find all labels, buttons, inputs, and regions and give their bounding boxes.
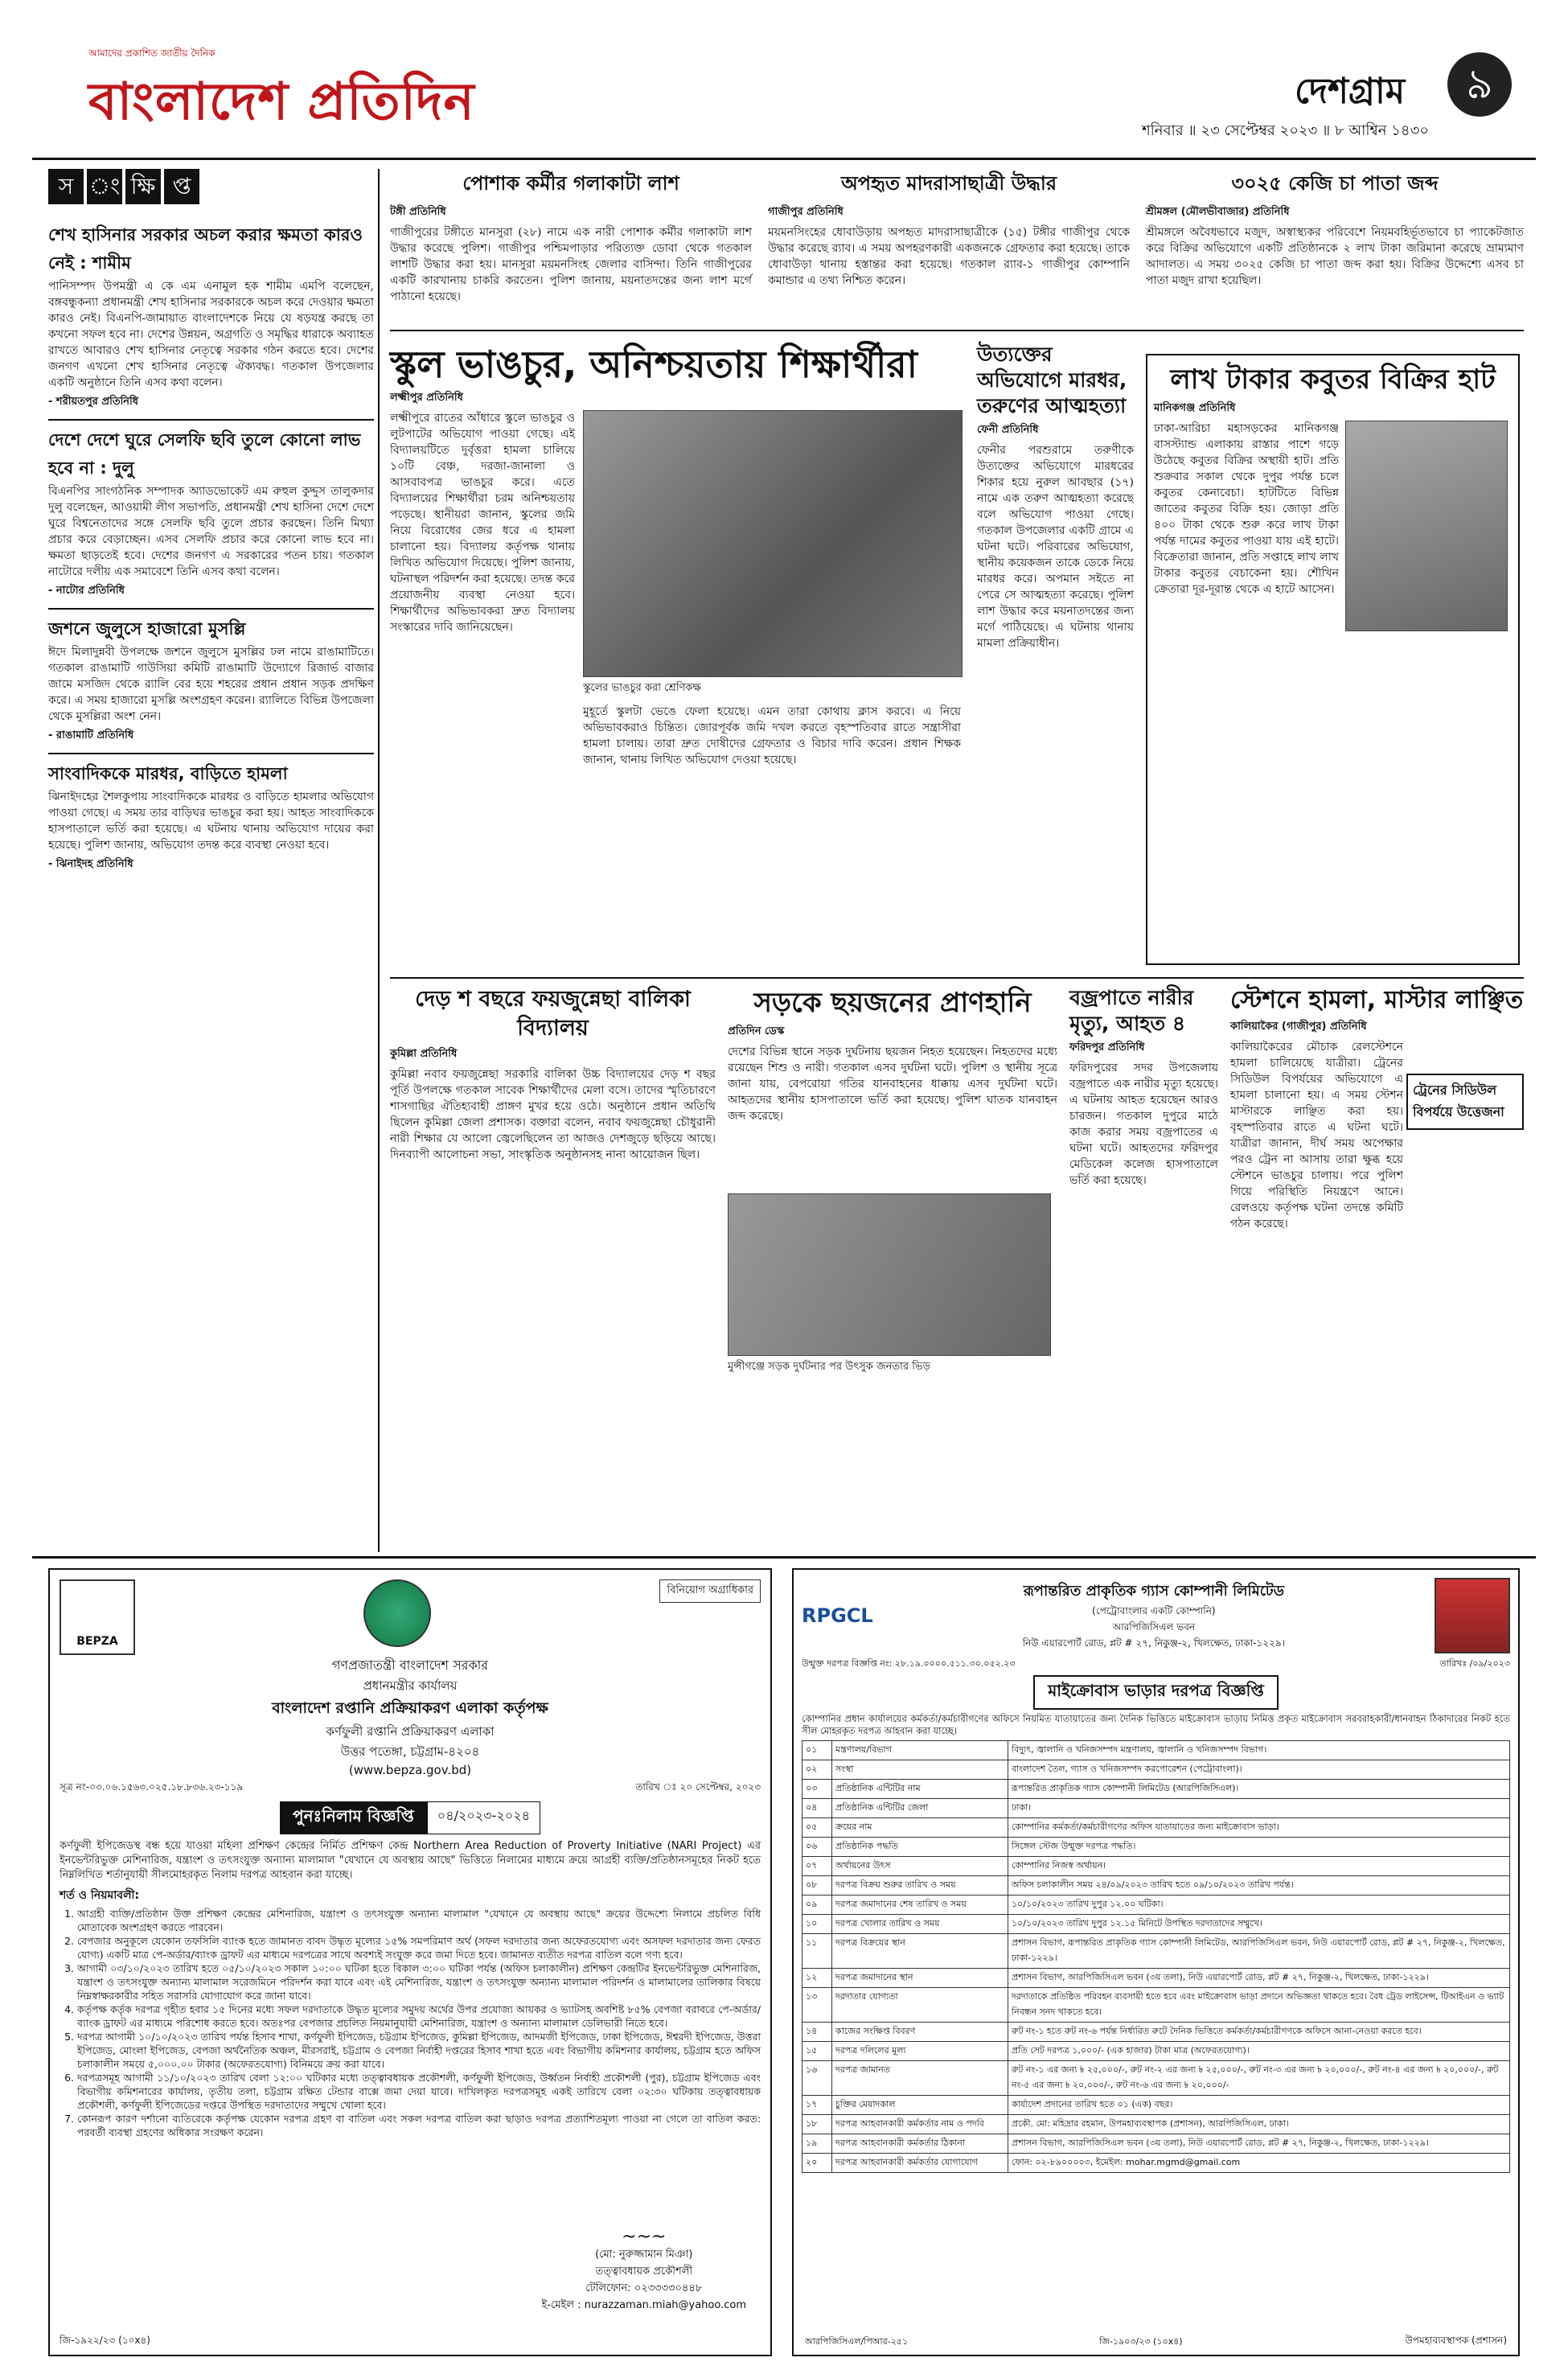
tender-serial: ০২	[802, 1760, 832, 1780]
tender-row	[802, 1896, 1510, 1915]
tender-field: দরপত্র খোলার তারিখ ও সময়	[832, 1915, 1008, 1934]
brief-label-char: প্ত	[164, 169, 199, 204]
newspaper-logo: বাংলাদেশ প্রতিদিন	[88, 72, 475, 132]
ad-website: (www.bepza.gov.bd)	[348, 1763, 472, 1777]
ad-phone: টেলিফোন: ০২৩৩৩৩০৪৪৮	[585, 2282, 703, 2294]
brief-title: সাংবাদিককে মারধর, বাড়িতে হামলা	[48, 764, 288, 783]
ad-sign-title: উপমহাব্যবস্থাপক (প্রশাসন)	[1405, 2335, 1507, 2346]
ad-unit: কর্ণফুলী রপ্তানি প্রক্রিয়াকরণ এলাকা	[326, 1724, 495, 1739]
story-suicide	[977, 342, 1134, 969]
ads-rule	[32, 1556, 1536, 1559]
ad-term: 1. আগ্রহী ব্যক্তি/প্রতিষ্ঠান উক্ত প্রশিক্ষণ কেন্দ্রের মেশিনারিজ, যন্ত্রাংশ ও তৎসংযুক্ত অন্যান্য মালামাল "যেখানে যে অবস্থায় আছে" ক্রয়ের উদ্দেশ্যে নিলামে প্রচলিত বিধি মোতাবেক অংশগ্রহণ করতে পারবেন।	[77, 1907, 761, 1934]
lead-photo-caption: স্কুলের ভাঙচুর করা শ্রেণিকক্ষ	[583, 682, 701, 694]
story-headline: লাখ টাকার কবুতর বিক্রির হাট	[1170, 363, 1496, 396]
tender-field: দরপত্র বিক্রয় শুরুর তারিখ ও সময়	[832, 1876, 1008, 1896]
ad-term: 5. দরপত্র আগামী ১০/১০/২০২৩ তারিখ পর্যন্ত হিসাব শাখা, কর্ণফুলী ইপিজেড, চট্টগ্রাম ইপিজেড, কুমিল্লা ইপিজেড, আদমজী ইপিজেড, ঢাকা ইপিজেড, ঈশ্বরদী ইপিজেড, উত্তরা ইপিজেড, মোংলা ইপিজেড, বেপজা অর্থনৈতিক অঞ্চল, মীরসরাই, চট্টগ্রাম ও বেপজা নির্বাহী দপ্তরের হিসাব শাখা হতে এবং বিভাগীয় কমিশনার কার্যালয়, চট্টগ্রাম হতে অফিস চলাকালীন সময়ে ৫,০০০.০০ টাকার (অফেরতযোগ্য) বিনিময়ে ক্রয় করা যাবে।	[77, 2030, 761, 2071]
story-byline: কালিয়াকৈর (গাজীপুর) প্রতিনিধি	[1230, 1021, 1367, 1033]
tender-row	[802, 2042, 1510, 2061]
tender-value: বিদ্যুৎ, জ্বালানি ও খনিজসম্পদ মন্ত্রণালয়, জ্বালানি ও খনিজসম্পদ বিভাগ।	[1008, 1741, 1510, 1760]
tender-field: দরপত্র বিক্রয়ের স্থান	[832, 1934, 1008, 1969]
tender-field: ক্রয়ের নাম	[832, 1818, 1008, 1838]
tender-value: দরদাতাকে প্রতিষ্ঠিত পরিবহন ব্যবসায়ী হতে হবে এবং মাইক্রোবাস ভাড়া প্রদানে অভিজ্ঞতা থাকতে হবে। বৈধ ট্রেড লাইসেন্স, টিআইএন ও ভ্যাট নিবন্ধন সনদ থাকতে হবে।	[1008, 1988, 1510, 2023]
tender-row	[802, 1799, 1510, 1818]
tender-serial: ১২	[802, 1969, 832, 1988]
tender-row	[802, 1934, 1510, 1969]
tender-table	[802, 1740, 1510, 2173]
tender-serial: ১৩	[802, 1988, 832, 2023]
tender-row	[802, 1838, 1510, 1857]
story-headline: বজ্রপাতে নারীর মৃত্যু, আহত ৪	[1069, 986, 1194, 1035]
tender-value: রুট নং-১ এর জন্য ৳ ২৫,০০০/-, রুট নং-২ এর জন্য ৳ ২৫,০০০/-, রুট নং-৩ এর জন্য ৳ ২০,০০০/-, রুট নং-৪ এর জন্য ৳ ২০,০০০/-, রুট নং-৫ এর জন্য ৳ ২০,০০০/-, রুট নং-৬ এর জন্য ৳ ২০,০০০/-	[1008, 2061, 1510, 2096]
ad-tag: বিনিয়োগ অগ্রাধিকার	[659, 1579, 761, 1603]
story-road-deaths	[728, 985, 1057, 1548]
ad-date: তারিখ ঃ ২০ সেপ্টেম্বর, ২০২৩	[635, 1781, 761, 1793]
tender-field: প্রতিষ্ঠানিক এন্টিটির জেলা	[832, 1799, 1008, 1818]
tender-row	[802, 1857, 1510, 1876]
tender-field: দরপত্র জমাদানের স্থান	[832, 1969, 1008, 1988]
tender-row	[802, 1780, 1510, 1799]
tender-value: প্রশাসন বিভাগ, আরপিজিসিএল ভবন (৩য় তলা), নিউ এয়ারপোর্ট রোড, প্লট # ২৭, নিকুঞ্জ-২, খিলক্ষেত, ঢাকা-১২২৯।	[1008, 1969, 1510, 1988]
story-body: ফরিদপুরের সদর উপজেলায় বজ্রপাতে এক নারীর মৃত্যু হয়েছে। এ ঘটনায় আহত হয়েছেন আরও চারজন। গতকাল দুপুরে মাঠে কাজ করার সময় বজ্রপাতের এ ঘটনা ঘটে। আহতদের ফরিদপুর মেডিকেল কলেজ হাসপাতালে ভর্তি করা হয়েছে।	[1069, 1062, 1218, 1187]
portrait-icon	[1435, 1578, 1510, 1653]
story-headline: পোশাক কর্মীর গলাকাটা লাশ	[462, 172, 679, 195]
tender-field: মন্ত্রণালয়/বিভাগ	[832, 1741, 1008, 1760]
tender-value: কোম্পানির নিজস্ব অর্থায়ন।	[1008, 1857, 1510, 1876]
tender-field: দরপত্র জমাদানের শেষ তারিখ ও সময়	[832, 1896, 1008, 1915]
ad-intro: কোম্পানির প্রধান কার্যালয়ের কর্মকর্তা/কর্মচারীগণের অফিসে নিয়মিত যাতায়াতের জন্য দৈনিক ভিত্তিতে মাইক্রোবাস ভাড়ায় নিমিত্ত প্রকৃত মাইক্রোবাস সরবরাহকারী/ধানবাহন ঠিকাদারের নিকট হতে সীল মোহরকৃত দরপত্র আহবান করা যাচ্ছে।	[802, 1713, 1510, 1736]
ad-address: নিউ এয়ারপোর্ট রোড, প্লট # ২৭, নিকুঞ্জ-২, খিলক্ষেত, ঢাকা-১২২৯।	[1022, 1637, 1285, 1649]
ad-signature-block	[542, 2227, 746, 2314]
tender-serial: ০৩	[802, 1780, 832, 1799]
brief-item	[48, 608, 374, 745]
tender-row	[802, 1969, 1510, 1988]
brief-title: দেশে দেশে ঘুরে সেলফি ছবি তুলে কোনো লাভ হবে না : দুলু	[48, 430, 361, 478]
story-byline: গাজীপুর প্রতিনিধি	[768, 206, 844, 218]
tender-serial: ০৪	[802, 1799, 832, 1818]
ad-sign-title: তত্ত্বাবধায়ক প্রকৌশলী	[595, 2265, 693, 2277]
bepza-ad	[48, 1568, 772, 2356]
story-station-attack	[1230, 985, 1524, 1548]
section-rule	[390, 330, 1524, 331]
brief-body: পানিসম্পদ উপমন্ত্রী এ কে এম এনামুল হক শামীম এমপি বলেছেন, বঙ্গবন্ধুকন্যা প্রধানমন্ত্রী শেখ হাসিনার সরকারকে অচল করে দেওয়ার ক্ষমতা কারও নেই। বিএনপি-জামায়াত বাংলাদেশকে নিয়ে যে ষড়যন্ত্র করছে তা কখনো সফল হবে না। দেশের উন্নয়ন, অগ্রগতি ও সমৃদ্ধির ধারাকে অব্যাহত রাখতে আবারও শেখ হাসিনার নেতৃত্বে সরকার গঠন করতে হবে। দেশের জনগণ এখনো শেখ হাসিনার নেতৃত্বে ঐক্যবদ্ধ। গতকাল উপজেলার একটি অনুষ্ঠানে তিনি এসব কথা বলেন।	[48, 280, 374, 389]
tender-row	[802, 1915, 1510, 1934]
lead-headline: স্কুল ভাঙচুর, অনিশ্চয়তায় শিক্ষার্থীরা	[390, 343, 917, 386]
ad-term: 2. বেপজার অনুকূলে যেকোন তফসিলি ব্যাংক হতে জামানত বাবদ উদ্ধৃত মূল্যের ১৫% সমপরিমাণ অর্থ (সফল দরদাতার জন্য অফেরতযোগ্য এবং অসফল দরদাতার জন্য ফেরত যোগ্য) একটি মাত্র পে-অর্ডার/ব্যাংক ড্রাফট এর মাধ্যমে দরপত্রের সাথে অবশ্যই সংযুক্ত করে জমা দিতে হবে। জামানত ব্যতীত দরপত্র বাতিল বলে গণ্য হবে।	[77, 1934, 761, 1961]
ad-ref: সূত্র নং-০৩.০৬.১৫৬৩.০২৫.১৮.৮৩৬.২৩-১১৯	[60, 1781, 244, 1793]
tender-field: দরদাতার যোগ্যতা	[832, 1988, 1008, 2023]
ad-terms-list	[60, 1907, 761, 2139]
tender-value: ঢাকা।	[1008, 1799, 1510, 1818]
ad-gov: গণপ্রজাতন্ত্রী বাংলাদেশ সরকার	[331, 1657, 489, 1673]
ad-code-left: আরপিজিসিএল/পিআর-২৫১	[805, 2336, 909, 2347]
tender-field: দরপত্র আহবানকারী কর্মকর্তার নাম ও পদবি	[832, 2115, 1008, 2134]
tender-row	[802, 2154, 1510, 2173]
story-body: কালিয়াকৈরের মৌচাক রেলস্টেশনে হামলা চালিয়েছে যাত্রীরা। ট্রেনের সিডিউল বিপর্যয়ের অভিযোগে এ হামলা চালানো হয়। এ সময় স্টেশন মাস্টারকে লাঞ্ছিত করা হয়। বৃহস্পতিবার রাতে এ ঘটনা ঘটে। যাত্রীরা জানান, দীর্ঘ সময় অপেক্ষার পরও ট্রেন না আসায় তারা ক্ষুব্ধ হয়ে স্টেশনে ভাঙচুর চালায়। পরে পুলিশ গিয়ে পরিস্থিতি নিয়ন্ত্রণে আনে। রেলওয়ে কর্তৃপক্ষ ঘটনা তদন্তে কমিটি গঠন করেছে।	[1230, 1041, 1403, 1230]
tender-field: দরপত্র দলিলের মূল্য	[832, 2042, 1008, 2061]
story-body: গাজীপুরের টঙ্গীতে মানসুরা (২৮) নামে এক নারী পোশাক কর্মীর গলাকাটা লাশ উদ্ধার করেছে পুলিশ। গাজীপুর পশ্চিমপাড়ার পরিত্যক্ত ডোবা থেকে গতকাল লাশটি উদ্ধার করা হয়। মানসুরা ময়মনসিংহ জেলার বাসিন্দা। তিনি গাজীপুরের একটি কারখানায় চাকরি করতেন। পুলিশ জানায়, ময়নাতদন্তের জন্য লাশ মর্গে পাঠানো হয়েছে।	[390, 226, 752, 303]
ad-banner: মাইক্রোবাস ভাড়ার দরপত্র বিজ্ঞপ্তি	[1033, 1675, 1279, 1710]
brief-item	[48, 419, 374, 600]
ad-term: 4. কর্তৃপক্ষ কর্তৃক দরপত্র গৃহীত হবার ১৫ দিনের মধ্যে সফল দরদাতাকে উদ্ধৃত মূল্যের সমুদয় অর্থের উপর প্রযোজ্য আয়কর ও ভ্যাটসহ অবশিষ্ট ৮৫% বেপজা বরাবরে পে-অর্ডার/ব্যাংক ড্রাফট এর মাধ্যমে পরিশোধ করতে হবে। অতঃপর বেপজার প্রচলিত নিয়মানুযায়ী মেশিনারিজ, যন্ত্রাংশ ও অন্যান্য মালামাল ডেলিভারী নিতে হবে।	[77, 2002, 761, 2030]
story-byline: ফরিদপুর প্রতিনিধি	[1069, 1041, 1145, 1054]
ad-code: জি-১৯২২/২৩ (১০x৪)	[60, 2335, 150, 2346]
section-name: দেশগ্রাম	[1295, 71, 1406, 112]
tender-field: প্রতিষ্ঠানিক পদ্ধতি	[832, 1838, 1008, 1857]
tender-field: সংস্থা	[832, 1760, 1008, 1780]
ad-term: 7. কোনরূপ কারণ দর্শানো ব্যতিরেকে কর্তৃপক্ষ যেকোন দরপত্র গ্রহণ বা বাতিল এবং সকল দরপত্র বাতিল করা ছাড়াও দরপত্র প্রত্যাশিতমূল্য পাওয়া না গেলে তা বাতিল করত: পরবর্তী ব্যবস্থা গ্রহণের অধিকার সংরক্ষণ করেন।	[77, 2112, 761, 2139]
page-number: ৯	[1447, 52, 1512, 117]
tender-value: কোম্পানির কর্মকর্তা/কর্মচারীগণের অফিস যাতায়াতের জন্য মাইক্রোবাস ভাড়া।	[1008, 1818, 1510, 1838]
story-headline: অপহৃত মাদরাসাছাত্রী উদ্ধার	[840, 172, 1057, 195]
road-photo	[728, 1193, 1051, 1356]
tender-field: প্রতিষ্ঠানিক এন্টিটির নাম	[832, 1780, 1008, 1799]
tender-serial: ০৬	[802, 1838, 832, 1857]
brief-item	[48, 753, 374, 873]
tender-row	[802, 1760, 1510, 1780]
tender-serial: ১৫	[802, 2042, 832, 2061]
tender-row	[802, 2023, 1510, 2042]
tender-serial: ১০	[802, 1915, 832, 1934]
signature-icon: ~~~	[622, 2227, 667, 2247]
ad-org: বাংলাদেশ রপ্তানি প্রক্রিয়াকরণ এলাকা কর্তৃপক্ষ	[272, 1699, 548, 1717]
tender-row	[802, 2061, 1510, 2096]
tender-field: কাজের সংক্ষিপ্ত বিবরণ	[832, 2023, 1008, 2042]
story-body: ময়মনসিংহের ধোবাউড়ায় অপহৃত মাদরাসাছাত্রীকে (১৫) টঙ্গীর গাজীপুর থেকে উদ্ধার করেছে র‍্যাব। এ সময় অপহরণকারী একজনকে গ্রেফতার করা হয়েছে। তাকে ধোবাউড়া থানায় হস্তান্তর করা হয়েছে। গতকাল র‍্যাব-১ গাজীপুর কোম্পানি কমান্ডার এ তথ্য নিশ্চিত করেন।	[768, 226, 1130, 287]
story-body: ফেনীর পরশুরামে তরুণীকে উত্যক্তের অভিযোগে মারধরের শিকার হয়ে নুরুল আবছার (১৭) নামে এক তরুণ আত্মহত্যা করেছে বলে অভিযোগ পাওয়া গেছে। গতকাল উপজেলার একটি গ্রামে এ ঘটনা ঘটে। পরিবারের অভিযোগ, স্থানীয় কয়েকজন তাকে ডেকে নিয়ে মারধর করে। অপমান সইতে না পেরে সে আত্মহত্যা করেছে। পুলিশ লাশ উদ্ধার করে ময়নাতদন্তের জন্য মর্গে পাঠিয়েছে। এ ঘটনায় থানায় মামলা প্রক্রিয়াধীন।	[977, 444, 1134, 650]
tender-serial: ০৫	[802, 1818, 832, 1838]
ad-office: প্রধানমন্ত্রীর কার্যালয়	[363, 1678, 458, 1693]
brief-label	[48, 169, 374, 204]
tender-value: ১০/১০/২০২৩ তারিখ দুপুর ১২.০০ ঘটিকা।	[1008, 1896, 1510, 1915]
story-lightning	[1069, 985, 1218, 1548]
tender-serial: ০৭	[802, 1857, 832, 1876]
masthead-rule	[32, 158, 1536, 160]
lead-photo	[583, 410, 963, 677]
story-byline: শ্রীমঙ্গল (মৌলভীবাজার) প্রতিনিধি	[1146, 206, 1290, 218]
ad-sub1: (পেট্রোবাংলার একটি কোম্পানি)	[1092, 1604, 1216, 1616]
tender-field: চুক্তির মেয়াদকাল	[832, 2096, 1008, 2115]
lead-byline: লক্ষ্মীপুর প্রতিনিধি	[390, 392, 463, 404]
brief-byline: - ঝিনাইদহ প্রতিনিধি	[48, 858, 133, 870]
tender-value: অফিস চলাকালীন সময় ২৪/০৯/২০২৩ তারিখ হতে ০৯/১০/২০২৩ তারিখ পর্যন্ত।	[1008, 1876, 1510, 1896]
ad-term: 6. দরপত্রসমূহ আগামী ১১/১০/২০২৩ তারিখ বেলা ১২:০০ ঘটিকার মধ্যে তত্ত্বাবধায়ক প্রকৌশলী, কর্ণফুলী ইপিজেড, উর্ধ্বতন নির্বাহী প্রকৌশলী (পুর), চট্টগ্রাম ইপিজেড এবং বিভাগীয় কমিশনারের কার্যালয়, তৃতীয় তলা, চট্টগ্রাম রক্ষিত টেন্ডার বাক্সে জমা দেয়া যাবে। দাখিলকৃত দরপত্রসমূহ একই তারিখে বেলা ০২:৩০ ঘটিকায় তত্ত্বাবধায়ক প্রকৌশলী, কর্ণফুলী ইপিজেডের দপ্তরে উপস্থিত দরদাতাদের সম্মুখে খোলা হবে।	[77, 2071, 761, 2112]
rpgcl-ad	[792, 1568, 1520, 2356]
story-byline: মানিকগঞ্জ প্রতিনিধি	[1154, 402, 1236, 414]
tender-row	[802, 1988, 1510, 2023]
tender-value: বাংলাদেশ তৈল, গ্যাস ও খনিজসম্পদ করপোরেশন (পেট্রোবাংলা)।	[1008, 1760, 1510, 1780]
tender-serial: ০৮	[802, 1876, 832, 1896]
brief-title: শেখ হাসিনার সরকার অচল করার ক্ষমতা কারও নেই : শামীম	[48, 225, 363, 273]
ad-address: উত্তর পতেঙ্গা, চট্টগ্রাম-৪২০৪	[340, 1744, 480, 1759]
story-headline: দেড় শ বছরে ফয়জুন্নেছা বালিকা বিদ্যালয়	[415, 987, 691, 1041]
lead-body: লক্ষ্মীপুরে রাতের আঁধারে স্কুলে ভাঙচুর ও লুটপাটের অভিযোগ পাওয়া গেছে। এই বিদ্যালয়টিতে দুর্বৃত্তরা হামলা চালিয়ে ১০টি বেঞ্চ, দরজা-জানালা ও আসবাবপত্র ভাঙচুর করে। এতে বিদ্যালয়ের শিক্ষার্থীরা চরম অনিশ্চয়তায় পড়েছে। স্থানীয়রা জানান, স্কুলের জমি নিয়ে বিরোধের জের ধরে এ হামলা চালানো হয়। বিদ্যালয় কর্তৃপক্ষ থানায় লিখিত অভিযোগ দিয়েছে। পুলিশ জানায়, ঘটনাস্থল পরিদর্শন করা হয়েছে। তদন্ত করে প্রয়োজনীয় ব্যবস্থা নেওয়া হবে। শিক্ষার্থীদের অভিভাবকরা দ্রুত বিদ্যালয় সংস্কারের দাবি জানিয়েছেন।	[390, 412, 575, 634]
story-pigeon-market	[1146, 354, 1520, 965]
tender-field: দরপত্র আহবানকারী কর্মকর্তার যোগাযোগ	[832, 2154, 1008, 2173]
tender-serial: ১৪	[802, 2023, 832, 2042]
story-girls-school	[390, 985, 716, 1548]
tender-serial: ১৭	[802, 2096, 832, 2115]
ad-company: রূপান্তরিত প্রাকৃতিক গ্যাস কোম্পানী লিমিটেড	[1023, 1582, 1284, 1600]
story-headline: স্টেশনে হামলা, মাস্টার লাঞ্ছিত	[1230, 986, 1524, 1014]
tender-value: প্রতি সেট দরপত্র ১,০০০/- (এক হাজার) টাকা মাত্র (অফেরতযোগ্য)।	[1008, 2042, 1510, 2061]
dateline: শনিবার ॥ ২৩ সেপ্টেম্বর ২০২৩ ॥ ৮ আশ্বিন ১৪৩০	[1142, 122, 1429, 139]
brief-item	[48, 222, 374, 411]
story-byline: ফেনী প্রতিনিধি	[977, 424, 1039, 436]
brief-byline: - রাঙামাটি প্রতিনিধি	[48, 729, 134, 741]
middle-body: মুহূর্তে স্কুলটা ভেঙে ফেলা হয়েছে। এমন তারা কোথায় ক্লাস করবে। এ নিয়ে অভিভাবকরাও চিন্তিত। জোরপূর্বক জমি দখল করতে বৃহস্পতিবার রাতে সন্ত্রাসীরা হামলা চালায়। তারা দ্রুত দোষীদের গ্রেফতার ও বিচার দাবি করেন। প্রধান শিক্ষক জানান, থানায় লিখিত অভিযোগ দেওয়া হয়েছে।	[583, 705, 961, 766]
story-byline: কুমিল্লা প্রতিনিধি	[390, 1048, 458, 1060]
ad-ref: উন্মুক্ত দরপত্র বিজ্ঞপ্তি নং: ২৮.১৯.০০০০.৫১১.৩০.০৫২.২৩	[802, 1658, 1016, 1669]
tender-value: প্রশাসন বিভাগ, রূপান্তরিত প্রাকৃতিক গ্যাস কোম্পানী লিমিটেড, আরপিজিসিএল ভবন, নিউ এয়ারপোর্ট রোড, প্লট # ২৭, নিকুঞ্জ-২, খিলক্ষেত, ঢাকা-১২২৯।	[1008, 1934, 1510, 1969]
lead-story	[390, 342, 961, 969]
story-byline: টঙ্গী প্রতিনিধি	[390, 206, 446, 218]
brief-label-char: ক্ষি	[125, 169, 161, 204]
bepza-logo: BEPZA	[60, 1579, 135, 1655]
tender-serial: ১৬	[802, 2061, 832, 2096]
brief-label-char: ং	[87, 169, 122, 204]
story-abducted-student	[768, 169, 1130, 370]
tender-value: ফোন: ০২-৮৯০০০০৩, ইমেইল: mohar.mgmd@gmail.com	[1008, 2154, 1510, 2173]
story-tea-seized	[1146, 169, 1524, 370]
tender-serial: ১১	[802, 1934, 832, 1969]
ad-banner: পুনঃনিলাম বিজ্ঞপ্তি	[280, 1801, 427, 1834]
tender-value: রূপান্তরিত প্রাকৃতিক গ্যাস কোম্পানী লিমিটেড (আরপিজিসিএল)।	[1008, 1780, 1510, 1799]
tender-field: অর্থায়নের উৎস	[832, 1857, 1008, 1876]
column-divider	[378, 169, 380, 1552]
brief-column	[48, 169, 374, 1552]
ad-sign-name: (মো: নুরুজ্জামান মিঞা)	[595, 2249, 693, 2261]
masthead	[32, 32, 1536, 153]
road-photo-caption: মুন্সীগঞ্জে সড়ক দুর্ঘটনার পর উৎসুক জনতার ভিড়	[728, 1361, 930, 1373]
tender-serial: ১৮	[802, 2115, 832, 2134]
tender-value: কার্যাদেশ প্রদানের তারিখ হতে ০১ (এক) বছর।	[1008, 2096, 1510, 2115]
tender-serial: ০৯	[802, 1896, 832, 1915]
tender-value: রুট নং-১ হতে রুট নং-৬ পর্যন্ত নির্ধারিত রুটে দৈনিক ভিত্তিতে কর্মকর্তা/কর্মচারীগণকে অফিসে আনা-নেওয়া করতে হবে।	[1008, 2023, 1510, 2042]
brief-byline: - শরীয়তপুর প্রতিনিধি	[48, 396, 139, 408]
ad-terms-heading: শর্ত ও নিয়মাবলী:	[60, 1889, 140, 1902]
story-headline: উত্যক্তের অভিযোগে মারধর, তরুণের আত্মহত্যা	[977, 343, 1127, 417]
story-body: ঢাকা-আরিচা মহাসড়কের মানিকগঞ্জ বাসস্ট্যান্ড এলাকায় রাস্তার পাশে গড়ে উঠেছে কবুতর বিক্রির অস্থায়ী হাট। প্রতি শুক্রবার সকাল থেকে দুপুর পর্যন্ত চলে কবুতর কেনাবেচা। হাটটিতে বিভিন্ন জাতের কবুতর বিক্রি হয়। জোড়া প্রতি ৪০০ টাকা থেকে শুরু করে লাখ টাকা পর্যন্ত দামের কবুতর পাওয়া যায় এই হাটে। বিক্রেতারা জানান, প্রতি সপ্তাহে লাখ লাখ টাকার কবুতর বেচাকেনা হয়। শৌখিন ক্রেতারা দূর-দূরান্ত থেকে এ হাটে আসেন।	[1154, 422, 1339, 596]
story-body: কুমিল্লা নবাব ফয়জুন্নেছা সরকারি বালিকা উচ্চ বিদ্যালয়ের দেড় শ বছর পূর্তি উপলক্ষে গতকাল সাবেক শিক্ষার্থীদের মেলা বসে। তাদের স্মৃতিচারণে শাসগাছির ঐতিহ্যবাহী প্রাঙ্গণ মুখর হয়ে ওঠে। অনুষ্ঠানে প্রধান অতিথি ছিলেন কুমিল্লা জেলা প্রশাসক। বক্তারা বলেন, নবাব ফয়জুন্নেছা চৌধুরানী নারী শিক্ষার যে আলো জ্বেলেছিলেন তা আজও দেশজুড়ে ছড়িয়ে আছে। দিনব্যাপী আলোচনা সভা, সাংস্কৃতিক অনুষ্ঠানসহ নানা আয়োজন ছিল।	[390, 1068, 716, 1161]
ad-intro: কর্ণফুলী ইপিজেডস্থ বন্ধ হয়ে যাওয়া মহিলা প্রশিক্ষণ কেন্দ্রের নির্মিত প্রশিক্ষণ কেন্দ্র Northern Area Reduction of Proverty Initiative (NARI Project) এর ইনভেন্টরিভুক্ত মেশিনারিজ, যন্ত্রাংশ ও তৎসংযুক্ত অন্যান্য মালামাল "যেখানে যে অবস্থায় আছে" ভিত্তিতে নিলামের মাধ্যমে ক্রয়ে আগ্রহী ব্যক্তি/প্রতিষ্ঠানসমূহের নিকট হতে নিম্নলিখিত শর্তানুযায়ী সীলমোহরকৃত নিলাম দরপত্র আহবান করা যাচ্ছে।	[60, 1840, 761, 1881]
story-body: শ্রীমঙ্গলে অবৈধভাবে মজুদ, অস্বাস্থ্যকর পরিবেশে নিয়মবহির্ভূতভাবে চা প্যাকেটজাত করে বিক্রির অভিযোগে একটি প্রতিষ্ঠানকে ২ লাখ টাকা জরিমানা করেছে ভ্রাম্যমাণ আদালত। এ সময় ৩০২৫ কেজি চা পাতা জব্দ করা হয়। বিক্রির উদ্দেশ্যে এসব চা পাতা মজুদ রাখা হয়েছিল।	[1146, 226, 1524, 287]
tender-row	[802, 1818, 1510, 1838]
story-body: দেশের বিভিন্ন স্থানে সড়ক দুর্ঘটনায় ছয়জন নিহত হয়েছেন। নিহতদের মধ্যে রয়েছেন শিশু ও নারী। গতকাল এসব দুর্ঘটনা ঘটে। পুলিশ ও স্থানীয় সূত্রে জানা যায়, বেপরোয়া গতির যানবাহনের ধাক্কায় এসব দুর্ঘটনা ঘটে। আহতদের স্থানীয় হাসপাতালে ভর্তি করা হয়েছে। পুলিশ ঘাতক যানবাহন জব্দ করেছে।	[728, 1045, 1057, 1123]
brief-body: ঈদে মিলাদুন্নবী উপলক্ষে জশনে জুলুসে মুসল্লির ঢল নামে রাঙামাটিতে। গতকাল রাঙামাটি গাউসিয়া কমিটি রাঙামাটি উদ্যোগে রিজার্ভ বাজার জামে মসজিদ থেকে র‍্যালি বের হয়ে শহরের প্রধান প্রধান সড়ক প্রদক্ষিণ করে। এ সময় হাজারো মুসল্লি অংশগ্রহণ করেন। র‍্যালিতে বিভিন্ন উপজেলা থেকে মুসল্লিরা অংশ নেন।	[48, 646, 374, 723]
brief-body: বিএনপির সাংগঠনিক সম্পাদক অ্যাডভোকেট এম রুহুল কুদ্দুস তালুকদার দুলু বলেছেন, আওয়ামী লীগ সভাপতি, প্রধানমন্ত্রী শেখ হাসিনা দেশে দেশে ঘুরে বিশ্বনেতাদের সঙ্গে সেলফি ছবি তুলে প্রচার করছেন। তিনি মিথ্যা প্রচার করে বেড়াচ্ছেন। এসব সেলফি প্রচার করে কোনো লাভ হবে না। ক্ষমতা ছাড়তেই হবে। দেশের জনগণ এ সরকারের পতন চায়। গতকাল নাটোরে দলীয় এক সমাবেশে তিনি এসব কথা বলেন।	[48, 485, 374, 578]
tender-field: দরপত্র জামানত	[832, 2061, 1008, 2096]
tender-value: প্রশাসন বিভাগ, আরপিজিসিএল ভবন (৩য় তলা), নিউ এয়ারপোর্ট রোড, প্লট # ২৭, নিকুঞ্জ-২, খিলক্ষেত, ঢাকা-১২২৯।	[1008, 2134, 1510, 2154]
ad-email: ই-মেইল : nurazzaman.miah@yahoo.com	[541, 2299, 746, 2311]
story-garment-worker	[390, 169, 752, 370]
tender-serial: ২০	[802, 2154, 832, 2173]
tender-row	[802, 1741, 1510, 1760]
ad-date: তারিখঃ /০৯/২০২৩	[1439, 1658, 1510, 1669]
story-byline: প্রতিদিন ডেস্ক	[728, 1025, 785, 1037]
ad-code-mid: জি-১৯০৩/২৩ (১০x৪)	[1099, 2336, 1183, 2347]
tender-row	[802, 1876, 1510, 1896]
ad-term: 3. আগামী ০৩/১০/২০২৩ তারিখ হতে ০৫/১০/২০২৩ সকাল ১০:০০ ঘটিকা হতে বিকাল ৩:০০ ঘটিকা পর্যন্ত (অফিস চলাকালীন) প্রশিক্ষণ কেন্দ্রটির ইনভেন্টরিভুক্ত মেশিনারিজ, যন্ত্রাংশ ও তৎসংযুক্ত অন্যান্য মালামাল সরেজমিনে পরিদর্শন করা যাবে এবং এই মেশিনারিজ, যন্ত্রাংশ ও তৎসংযুক্ত অন্যান্য মালামাল পরিদর্শন ও মালামালের তালিকার বিষয়ে নিম্নস্বাক্ষরকারীর সহিত সরাসরি যোগাযোগ করে জানা যাবে।	[77, 1961, 761, 2002]
tender-value: ১০/১০/২০২৩ তারিখ দুপুর ১২.১৫ মিনিটে উপস্থিত দরদাতাদের সম্মুখে।	[1008, 1915, 1510, 1934]
tender-value: সিঙ্গেল স্টেজ উন্মুক্ত দরপত্র পদ্ধতি।	[1008, 1838, 1510, 1857]
ad-sub2: আরপিজিসিএল ভবন	[1112, 1620, 1196, 1633]
tender-value: প্রকৌ. মো: মহিদ্রার রহমান, উপমহাব্যবস্থাপক (প্রশাসন), আরপিজিসিএল, ঢাকা।	[1008, 2115, 1510, 2134]
brief-body: ঝিনাইদহের শৈলকুপায় সাংবাদিককে মারধর ও বাড়িতে হামলার অভিযোগ পাওয়া গেছে। এ সময় তার বাড়িঘর ভাঙচুর করা হয়। আহত সাংবাদিককে হাসপাতালে ভর্তি করা হয়েছে। এ ঘটনায় থানায় অভিযোগ দায়ের করা হয়েছে। পুলিশ জানায়, অভিযোগ তদন্ত করে ব্যবস্থা নেওয়া হবে।	[48, 791, 374, 852]
ad-banner-no: ০৪/২০২৩-২০২৪	[427, 1801, 540, 1834]
station-sidebar: ট্রেনের সিডিউল বিপর্যয়ে উত্তেজনা	[1406, 1074, 1524, 1130]
section-rule	[390, 977, 1524, 979]
rpgcl-logo: RPGCL	[802, 1604, 873, 1627]
pigeon-photo	[1345, 421, 1508, 631]
tender-row	[802, 2115, 1510, 2134]
masthead-tagline: আমাদের প্রকাশিত জাতীয় দৈনিক	[88, 47, 215, 59]
gov-seal-icon	[363, 1579, 431, 1647]
tender-row	[802, 2134, 1510, 2154]
tender-serial: ০১	[802, 1741, 832, 1760]
story-headline: সড়কে ছয়জনের প্রাণহানি	[753, 987, 1032, 1019]
tender-serial: ১৯	[802, 2134, 832, 2154]
brief-byline: - নাটোর প্রতিনিধি	[48, 585, 125, 597]
tender-row	[802, 2096, 1510, 2115]
brief-label-char: স	[48, 169, 84, 204]
brief-title: জশনে জুলুসে হাজারো মুসল্লি	[48, 619, 246, 639]
story-headline: ৩০২৫ কেজি চা পাতা জব্দ	[1231, 172, 1439, 195]
tender-field: দরপত্র আহবানকারী কর্মকর্তার ঠিকানা	[832, 2134, 1008, 2154]
